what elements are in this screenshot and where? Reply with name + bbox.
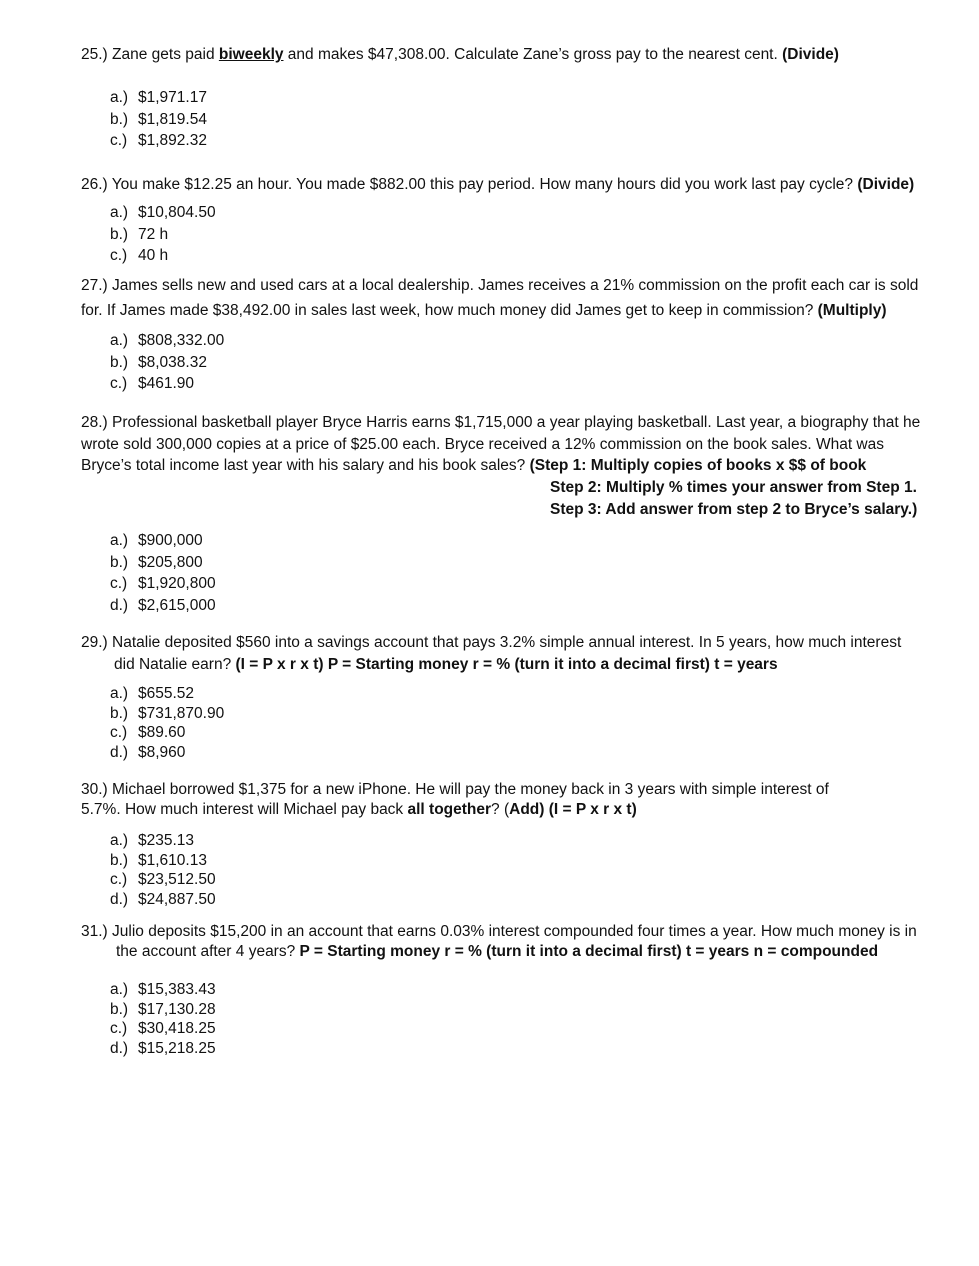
q30-options (110, 831, 216, 909)
q27-line-2: for. If James made $38,492.00 in sales last week, how much money did James get to keep in commission? (Multiply) (81, 302, 887, 319)
q29-line-2: did Natalie earn? (I = P x r x t) P = Starting money r = % (turn it into a decimal first) t = years (114, 655, 778, 673)
q31-formula: P = Starting money r = % (turn it into a decimal first) t = years n = compounded (299, 943, 879, 960)
q27-option-b[interactable]: b.) $8,038.32 (110, 353, 207, 371)
q25-option-a[interactable]: a.) $1,971.17 (110, 89, 207, 106)
q28-steps (550, 477, 950, 520)
q30-option-a[interactable]: a.) $235.13 (110, 832, 195, 849)
q28-step-3: Step 3: Add answer from step 2 to Bryce’s salary.) (550, 500, 918, 518)
q30-line-1: 30.) Michael borrowed $1,375 for a new iPhone. He will pay the money back in 3 years with simple interest of (81, 781, 829, 798)
q31-option-d[interactable]: d.) $15,218.25 (110, 1039, 216, 1057)
q28-step-2: Step 2: Multiply % times your answer from Step 1. (550, 479, 917, 496)
question-31 (81, 922, 961, 962)
q30-option-b[interactable]: b.) $1,610.13 (110, 851, 207, 869)
q30-line-2: 5.7%. How much interest will Michael pay back all together? (Add) (I = P x r x t) (81, 801, 637, 818)
q31-option-a[interactable]: a.) $15,383.43 (110, 981, 216, 998)
q26-option-a[interactable]: a.) $10,804.50 (110, 204, 216, 221)
q26-text: 26.) You make $12.25 an hour. You made $882.00 this pay period. How many hours did you work last pay cycle? (81, 176, 858, 193)
q25-text-start: 25.) Zane gets paid (81, 46, 219, 63)
q25-tag: (Divide) (782, 46, 839, 63)
q25-option-c[interactable]: c.) $1,892.32 (110, 132, 207, 149)
q28-step-1: (Step 1: Multiply copies of books x $$ of book (529, 457, 867, 474)
q27-option-a[interactable]: a.) $808,332.00 (110, 332, 225, 349)
q27-line-1: 27.) James sells new and used cars at a local dealership. James receives a 21% commission on the profit each car is sold (81, 277, 919, 294)
question-29 (81, 632, 951, 675)
q31-line-2: the account after 4 years? P = Starting money r = % (turn it into a decimal first) t = years n = compounded (116, 943, 879, 960)
q29-option-a[interactable]: a.) $655.52 (110, 685, 195, 702)
q29-line-1: 29.) Natalie deposited $560 into a savings account that pays 3.2% simple annual interest. In 5 years, how much interest (81, 634, 902, 651)
q28-option-a[interactable]: a.) $900,000 (110, 532, 203, 549)
q29-formula: (I = P x r x t) P = Starting money r = % (turn it into a decimal first) t = years (235, 655, 778, 673)
q30-option-c[interactable]: c.) $23,512.50 (110, 871, 216, 888)
q28-line-3: Bryce’s total income last year with his salary and his book sales? (Step 1: Multiply copies of books x $$ of book (81, 457, 867, 474)
q29-option-b[interactable]: b.) $731,870.90 (110, 704, 225, 722)
q25-biweekly: biweekly (218, 46, 284, 63)
q28-line-2: wrote sold 300,000 copies at a price of $25.00 each. Bryce received a 12% commission on the book sales. What was (81, 435, 884, 453)
q27-option-c[interactable]: c.) $461.90 (110, 375, 195, 392)
q30-formula: Add) (I = P x r x t) (509, 801, 637, 818)
q28-options (110, 530, 216, 616)
q29-option-c[interactable]: c.) $89.60 (110, 724, 186, 741)
q26-tag: (Divide) (857, 176, 915, 193)
q30-all-together: all together (407, 801, 492, 818)
q25-option-b[interactable]: b.) $1,819.54 (110, 110, 207, 128)
q31-option-b[interactable]: b.) $17,130.28 (110, 1000, 216, 1018)
q25-text-mid: and makes $47,308.00. Calculate Zane’s gross pay to the nearest cent. (283, 46, 783, 63)
q28-option-c[interactable]: c.) $1,920,800 (110, 575, 216, 592)
q28-option-d[interactable]: d.) $2,615,000 (110, 596, 216, 614)
q31-options (110, 980, 216, 1058)
question-30 (81, 780, 951, 820)
q30-option-d[interactable]: d.) $24,887.50 (110, 890, 216, 908)
q26-options (110, 202, 216, 267)
q29-option-d[interactable]: d.) $8,960 (110, 743, 186, 761)
question-27 (81, 273, 951, 323)
q27-tag: (Multiply) (817, 302, 887, 319)
q25-options (110, 87, 207, 152)
q27-options (110, 330, 224, 395)
q31-option-c[interactable]: c.) $30,418.25 (110, 1020, 216, 1037)
question-25 (81, 44, 951, 66)
q28-line-1: 28.) Professional basketball player Bryce Harris earns $1,715,000 a year playing basketball. Last year, a biography that he (81, 414, 921, 431)
q31-line-1: 31.) Julio deposits $15,200 in an account that earns 0.03% interest compounded four times a year. How much money is in (81, 923, 917, 940)
q26-option-b[interactable]: b.) 72 h (110, 225, 169, 243)
question-28 (81, 412, 951, 477)
question-26 (81, 174, 961, 196)
q28-option-b[interactable]: b.) $205,800 (110, 553, 203, 571)
q26-option-c[interactable]: c.) 40 h (110, 247, 169, 264)
q29-options (110, 684, 224, 762)
